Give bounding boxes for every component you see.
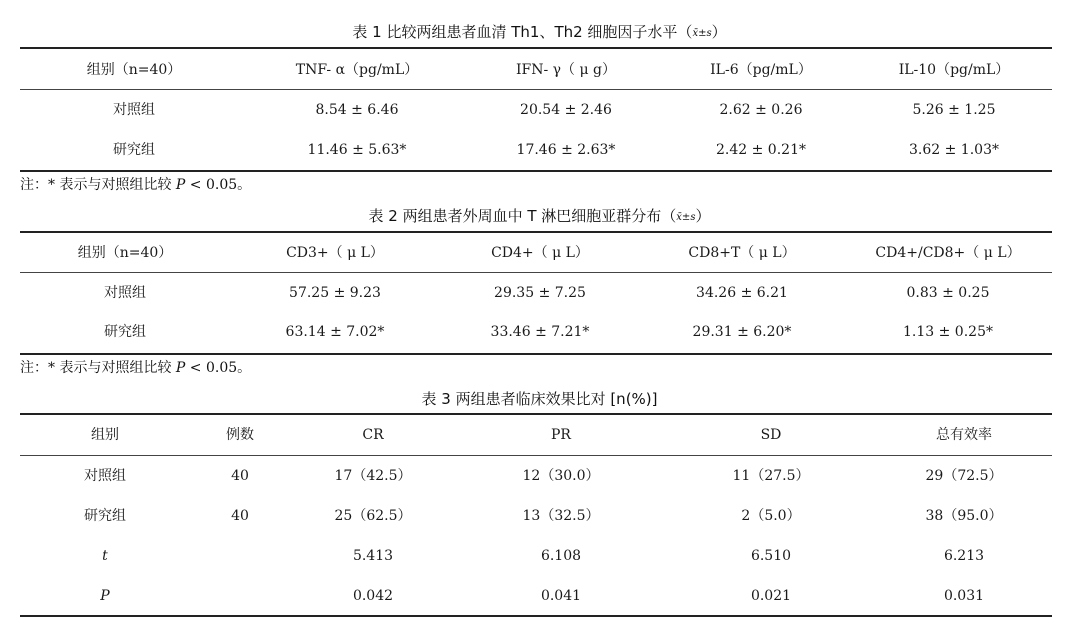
- table3-cell: 11（27.5）: [732, 468, 810, 484]
- table-row: [20, 496, 1052, 536]
- table2-header-cd4: CD4+（ μ L）: [491, 245, 589, 261]
- table1-cell: 3.62 ± 1.03*: [909, 142, 999, 158]
- table1-bottom-rule: [20, 170, 1052, 172]
- table1-cell: 研究组: [113, 142, 155, 158]
- table1-cell: 17.46 ± 2.63*: [516, 142, 616, 158]
- table2-cell: 对照组: [104, 285, 146, 301]
- table3-cell: 0.021: [750, 588, 792, 604]
- table2-cell: 29.31 ± 6.20*: [692, 324, 792, 340]
- table1-header-il6: IL-6（pg/mL）: [710, 62, 812, 78]
- table1-top-rule: [20, 47, 1052, 49]
- table1-header-group: 组别（n=40）: [86, 62, 182, 78]
- table3-cell: [190, 576, 290, 616]
- table-row: [20, 536, 1052, 576]
- table1-cell: 8.54 ± 6.46: [315, 102, 399, 118]
- table2-caption: [0, 206, 1079, 229]
- table3-cell: 6.108: [540, 548, 582, 564]
- table2-header-group: 组别（n=40）: [77, 245, 173, 261]
- table1-header-tnf: TNF- α（pg/mL）: [295, 62, 419, 78]
- table2-cell: 0.83 ± 0.25: [906, 285, 990, 301]
- table2-cell: 33.46 ± 7.21*: [490, 324, 590, 340]
- table1-note-suffix: < 0.05。: [185, 177, 252, 193]
- table1-caption: [0, 22, 1079, 45]
- table2-note-prefix: 注：* 表示与对照组比较: [20, 360, 176, 376]
- table3-cell: 0.041: [540, 588, 582, 604]
- table2-note-p: P: [175, 360, 186, 376]
- table2-header-ratio: CD4+/CD8+（ μ L）: [875, 245, 1021, 261]
- table-row: [20, 130, 1052, 170]
- table3-cell: 40: [231, 468, 249, 484]
- table2-caption-end: ）: [695, 207, 711, 225]
- table2-note: [20, 359, 251, 377]
- table1-note-prefix: 注：* 表示与对照组比较: [20, 177, 176, 193]
- table3-caption: 表 3 两组患者临床效果比对 [n(%)]: [421, 390, 658, 408]
- table1-cell: 2.42 ± 0.21*: [716, 142, 806, 158]
- table2-header-cd8: CD8+T（ μ L）: [688, 245, 796, 261]
- table3-cell: 研究组: [84, 508, 126, 524]
- table2-cell: 1.13 ± 0.25*: [903, 324, 993, 340]
- table-row: [20, 456, 1052, 496]
- table3-header-count: 例数: [226, 427, 254, 443]
- table3-cell: 29（72.5）: [925, 468, 1003, 484]
- table3-cell: P: [100, 588, 110, 604]
- table3-cell: t: [102, 548, 108, 564]
- table3-cell: 0.031: [943, 588, 985, 604]
- table3-cell: 6.510: [750, 548, 792, 564]
- table3-cell: 2（5.0）: [741, 508, 801, 524]
- table3-cell: 25（62.5）: [334, 508, 412, 524]
- table-row: [20, 273, 1052, 313]
- table1-header-row: [20, 50, 1052, 90]
- table2-note-suffix: < 0.05。: [185, 360, 252, 376]
- table1-header-il10: IL-10（pg/mL）: [898, 62, 1010, 78]
- table-row: [20, 312, 1052, 352]
- table3-header-group: 组别: [91, 427, 119, 443]
- table2-cell: 57.25 ± 9.23: [289, 285, 381, 301]
- table1-header-ifn: IFN- γ（ μ g）: [515, 62, 616, 78]
- table2-caption-stat: x̄±s: [676, 212, 696, 223]
- table2-bottom-rule: [20, 353, 1052, 355]
- table1-cell: 对照组: [113, 102, 155, 118]
- table3-cell: 17（42.5）: [334, 468, 412, 484]
- table2-cell: 34.26 ± 6.21: [696, 285, 788, 301]
- table2-cell: 63.14 ± 7.02*: [285, 324, 385, 340]
- table1-cell: 2.62 ± 0.26: [719, 102, 803, 118]
- table1-cell: 5.26 ± 1.25: [912, 102, 996, 118]
- table3-header-total: 总有效率: [936, 427, 992, 443]
- table2-header-row: [20, 233, 1052, 273]
- table3-header-cr: CR: [362, 427, 384, 443]
- table1-note-p: P: [175, 177, 186, 193]
- table2-caption-text: 表 2 两组患者外周血中 T 淋巴细胞亚群分布（: [368, 207, 677, 225]
- table3-cell: [190, 536, 290, 576]
- table3-cell: 13（32.5）: [522, 508, 600, 524]
- table1-caption-stat: x̄±s: [692, 28, 712, 39]
- table3-cell: 40: [231, 508, 249, 524]
- table-row: [20, 576, 1052, 616]
- table2-header-cd3: CD3+（ μ L）: [286, 245, 384, 261]
- table2-cell: 29.35 ± 7.25: [494, 285, 586, 301]
- table3-cell: 38（95.0）: [925, 508, 1003, 524]
- table3-header-pr: PR: [551, 427, 571, 443]
- table1-cell: 11.46 ± 5.63*: [307, 142, 407, 158]
- table1-note: [20, 176, 251, 194]
- table3-bottom-rule: [20, 615, 1052, 617]
- table3-cell: 0.042: [352, 588, 394, 604]
- table3-cell: 6.213: [943, 548, 985, 564]
- table1-cell: 20.54 ± 2.46: [520, 102, 612, 118]
- table1-caption-end: ）: [711, 23, 727, 41]
- table3-header-sd: SD: [760, 427, 782, 443]
- table3-cell: 5.413: [352, 548, 394, 564]
- table2-cell: 研究组: [104, 324, 146, 340]
- table3-cell: 12（30.0）: [522, 468, 600, 484]
- table3-header-row: [20, 415, 1052, 455]
- table1-caption-text: 表 1 比较两组患者血清 Th1、Th2 细胞因子水平（: [352, 23, 693, 41]
- table3-cell: 对照组: [84, 468, 126, 484]
- table-row: [20, 90, 1052, 130]
